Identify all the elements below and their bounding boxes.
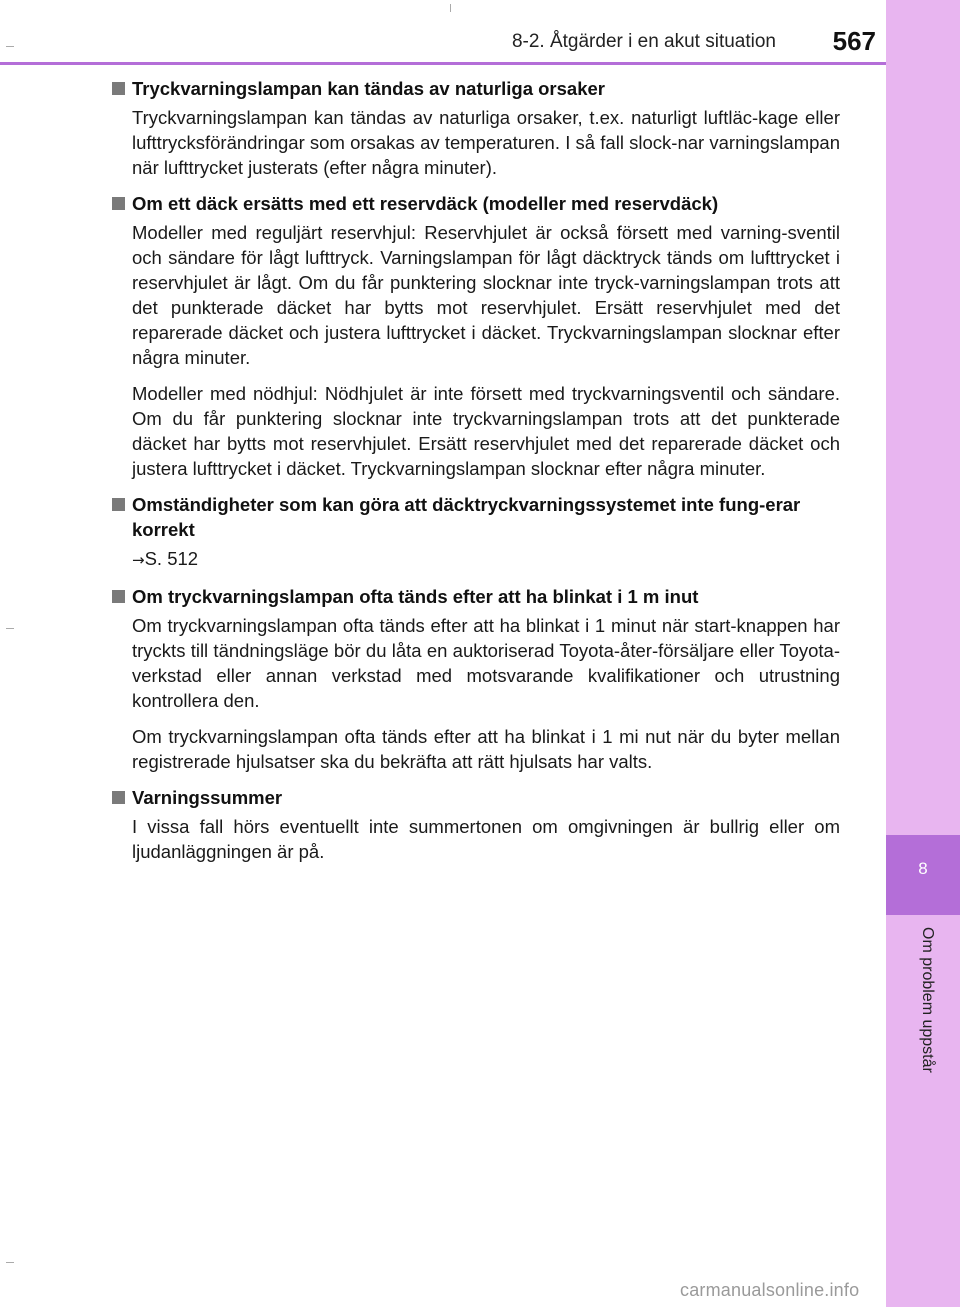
- square-bullet-icon: [112, 197, 125, 210]
- crop-mark: [450, 4, 451, 12]
- square-bullet-icon: [112, 590, 125, 603]
- page-header: [0, 0, 886, 64]
- arrow-right-icon: →: [132, 551, 145, 569]
- paragraph: Modeller med reguljärt reservhjul: Reservhjulet är också försett med varning-sventil och sändare för lågt lufttryck. Varningslampan för lågt däcktryck tänds om lufttrycket i reservhjulet är lågt. Om du får punktering slocknar inte tryck-varningslampan trots att det punkterade däcket har bytts mot reservhjulet. Ersätt reservhjulet med det reparerade däcket och justera lufttrycket i däcket. Tryckvarningslampan slocknar efter några minuter.: [132, 222, 840, 368]
- chapter-label: Om problem uppstår: [919, 927, 936, 1073]
- heading-text: Omständigheter som kan göra att däcktryckvarningssystemet inte fung-erar korrekt: [132, 494, 801, 540]
- crop-mark: [6, 628, 14, 629]
- chapter-number: 8: [918, 859, 928, 878]
- chapter-tab[interactable]: [886, 835, 960, 915]
- section-heading: [110, 785, 840, 810]
- section-heading: [110, 492, 840, 542]
- heading-text: Om ett däck ersätts med ett reservdäck (modeller med reservdäck): [132, 193, 719, 214]
- watermark: carmanualsonline.info: [680, 1280, 860, 1300]
- section-heading: [110, 76, 840, 101]
- section-heading: [110, 584, 840, 609]
- page-reference[interactable]: [110, 546, 840, 573]
- square-bullet-icon: [112, 498, 125, 511]
- header-rule: [0, 62, 886, 65]
- section-title: 8-2. Åtgärder i en akut situation: [511, 31, 776, 52]
- paragraph: Om tryckvarningslampan ofta tänds efter att ha blinkat i 1 minut när start-knappen har tryckts till tändningsläge bör du låta en auktoriserad Toyota-åter-försäljare eller Toyota-verkstad eller annan verkstad med motsvarande kvalifikationer och utrustning kontrollera den.: [132, 615, 840, 711]
- paragraph: Om tryckvarningslampan ofta tänds efter att ha blinkat i 1 mi nut när du byter mellan registrerade hjulsatser ska du bekräfta att rätt hjulsats har valts.: [132, 726, 840, 772]
- section-malfunction-conditions: [110, 492, 840, 573]
- heading-text: Om tryckvarningslampan ofta tänds efter att ha blinkat i 1 m inut: [132, 586, 699, 607]
- section-spare-tire: [110, 191, 840, 481]
- page-number: 567: [832, 26, 876, 56]
- heading-text: Tryckvarningslampan kan tändas av naturliga orsaker: [132, 78, 605, 99]
- square-bullet-icon: [112, 791, 125, 804]
- page-body: [110, 76, 840, 875]
- page-reference-text[interactable]: S. 512: [144, 548, 199, 569]
- section-warning-buzzer: [110, 785, 840, 864]
- crop-mark: [6, 1262, 14, 1263]
- section-blinking-lamp: [110, 584, 840, 774]
- paragraph: Tryckvarningslampan kan tändas av naturliga orsaker, t.ex. naturligt luftläc-kage eller lufttrycksförändringar som orsakas av temperaturen. I så fall slock-nar varningslampan när lufttrycket justerats (efter några minuter).: [132, 107, 840, 178]
- crop-mark: [6, 46, 14, 47]
- square-bullet-icon: [112, 82, 125, 95]
- section-natural-causes: [110, 76, 840, 180]
- paragraph: Modeller med nödhjul: Nödhjulet är inte försett med tryckvarningsventil och sändare. Om du får punktering slocknar inte tryckvarningslampan trots att det punkterade däcket har bytts mot reservhjulet. Ersätt reservhjulet med det reparerade däcket och justera lufttrycket i däcket. Tryckvarningslampan slocknar efter några minuter.: [132, 383, 840, 479]
- paragraph: I vissa fall hörs eventuellt inte summertonen om omgivningen är bullrig eller om ljudanläggningen är på.: [132, 816, 840, 862]
- section-heading: [110, 191, 840, 216]
- heading-text: Varningssummer: [132, 787, 283, 808]
